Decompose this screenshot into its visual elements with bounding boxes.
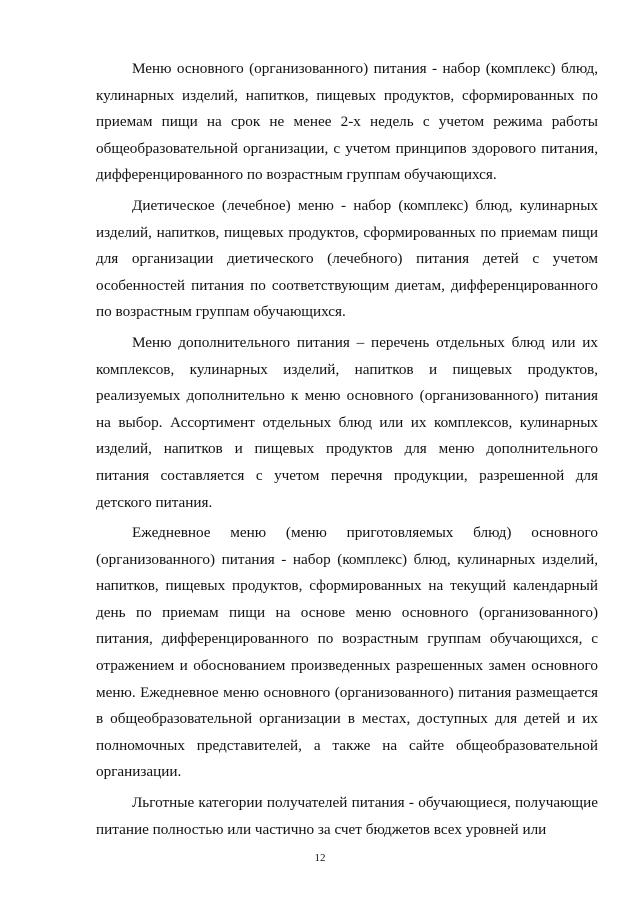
paragraph-daily-menu: Ежедневное меню (меню приготовляемых блюд) основного (организованного) питания - набор (комплекс) блюд, кулинарных изделий, напитков, пищевых продуктов, сформированных на текущий календарный день по приемам пищи на основе меню основного (организованного) питания, дифференцированного по возрастным группам обучающихся, с отражением и обоснованием произведенных разрешенных замен основного меню. Ежедневное меню основного (организованного) питания размещается в общеобразовательной организации в местах, доступных для детей и их полномочных представителей, а также на сайте общеобразовательной организации. (96, 524, 598, 781)
page-number: 12 (314, 852, 326, 864)
paragraph-preferential-categories: Льготные категории получателей питания - обучающиеся, получающие питание полностью или частично за счет бюджетов всех уровней или (96, 794, 598, 838)
paragraph-additional-menu: Меню дополнительного питания – перечень отдельных блюд или их комплексов, кулинарных изделий, напитков и пищевых продуктов, реализуемых дополнительно к меню основного (организованного) питания на выбор. Ассортимент отдельных блюд или их комплексов, кулинарных изделий, напитков и пищевых продуктов для меню дополнительного питания составляется с учетом перечня продукции, разрешенной для детского питания. (96, 333, 598, 511)
paragraph-basic-menu: Меню основного (организованного) питания - набор (комплекс) блюд, кулинарных изделий, напитков, пищевых продуктов, сформированных по приемам пищи на срок не менее 2-х недель с учетом режима работы общеобразовательной организации, с учетом принципов здорового питания, дифференцированного по возрастным группам обучающихся. (96, 60, 598, 184)
paragraph-dietary-menu: Диетическое (лечебное) меню - набор (комплекс) блюд, кулинарных изделий, напитков, пищевых продуктов, сформированных по приемам пищи для организации диетического (лечебного) питания детей с учетом особенностей питания по соответствующим диетам, дифференцированного по возрастным группам обучающихся. (96, 196, 598, 321)
document-body (96, 56, 598, 847)
